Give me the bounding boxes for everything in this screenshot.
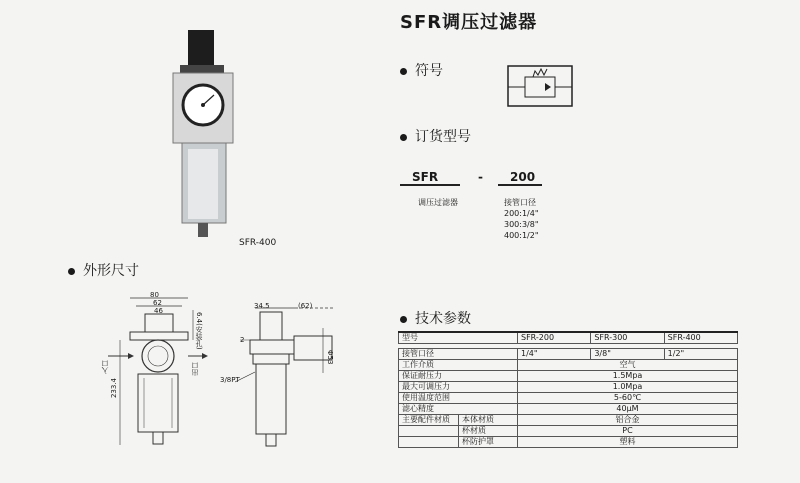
cell-value: 40μM [518, 404, 738, 415]
dim-height: 233.4 [110, 378, 118, 399]
suffix-option: 400:1/2" [504, 231, 539, 240]
col-header: SFR-200 [518, 332, 591, 344]
table-row [399, 360, 738, 371]
port-label: 3/8PT [220, 376, 240, 384]
suffix-underline [498, 184, 542, 186]
row-label: 使用温度范围 [399, 393, 518, 404]
table-row [399, 437, 738, 448]
table-row [399, 426, 738, 437]
dim-width-mid: 62 [153, 299, 162, 307]
cell-value: 1/4" [518, 349, 591, 360]
dim-side-depth: (62) [298, 302, 313, 310]
symbol-heading: 符号 [400, 60, 443, 80]
row-label: 最大可调压力 [399, 382, 518, 393]
side-view-drawing [235, 298, 345, 458]
ordering-heading: 订货型号 [400, 126, 471, 146]
table-row [399, 382, 738, 393]
cell-value: 1.0Mpa [518, 382, 738, 393]
table-row [399, 393, 738, 404]
photo-caption: SFR-400 [239, 238, 277, 248]
regulator-symbol-icon [507, 65, 573, 107]
dim-side-offset: 34.5 [254, 302, 270, 310]
row-label: 保证耐压力 [399, 371, 518, 382]
table-row [399, 332, 738, 344]
col-header: 型号 [399, 332, 518, 344]
row-label: 滤心精度 [399, 404, 518, 415]
product-photo [168, 25, 248, 245]
cell-value: 5-60℃ [518, 393, 738, 404]
suffix-option: 300:3/8" [504, 220, 539, 229]
page-title: SFR调压过滤器 [400, 12, 538, 33]
outlet-label: 出口 [191, 362, 199, 376]
material-part: 本体材质 [458, 415, 494, 425]
dimensions-heading: 外形尺寸 [68, 260, 139, 280]
row-label: 接管口径 [399, 349, 518, 360]
col-header: SFR-300 [591, 332, 664, 344]
order-code-suffix: 200 [510, 170, 536, 184]
inlet-label: 入口 [101, 360, 109, 374]
material-part: 杯材质 [458, 426, 486, 436]
prefix-desc: 调压过滤器 [418, 198, 458, 207]
material-part: 杯防护罩 [458, 437, 494, 447]
prefix-underline [400, 184, 460, 186]
row-label: 主要配件材质 [402, 415, 450, 424]
table-row [399, 349, 738, 360]
col-header: SFR-400 [664, 332, 737, 344]
cell-value: 3/8" [591, 349, 664, 360]
order-code-prefix: SFR [412, 170, 439, 184]
suffix-option: 200:1/4" [504, 209, 539, 218]
suffix-desc-title: 接管口径 [504, 198, 536, 207]
table-row [399, 415, 738, 426]
table-row [399, 404, 738, 415]
dim-width-total: 80 [150, 291, 159, 299]
cell-value: 塑料 [518, 437, 738, 448]
spec-table [398, 331, 738, 448]
cell-value: 1/2" [664, 349, 737, 360]
dim-width-inner: 46 [154, 307, 163, 315]
dim-side-top: 2 [240, 336, 245, 344]
dim-panel-hole: 6.4(安装孔) [195, 312, 203, 350]
cell-value: 1.5Mpa [518, 371, 738, 382]
tech-heading: 技术参数 [400, 308, 471, 328]
cell-value: 空气 [518, 360, 738, 371]
row-label: 工作介质 [399, 360, 518, 371]
cell-value: PC [518, 426, 738, 437]
cell-value: 铝合金 [518, 415, 738, 426]
order-code-separator: - [478, 170, 483, 184]
table-row [399, 371, 738, 382]
dim-gauge-dia: Φ53 [326, 350, 334, 365]
